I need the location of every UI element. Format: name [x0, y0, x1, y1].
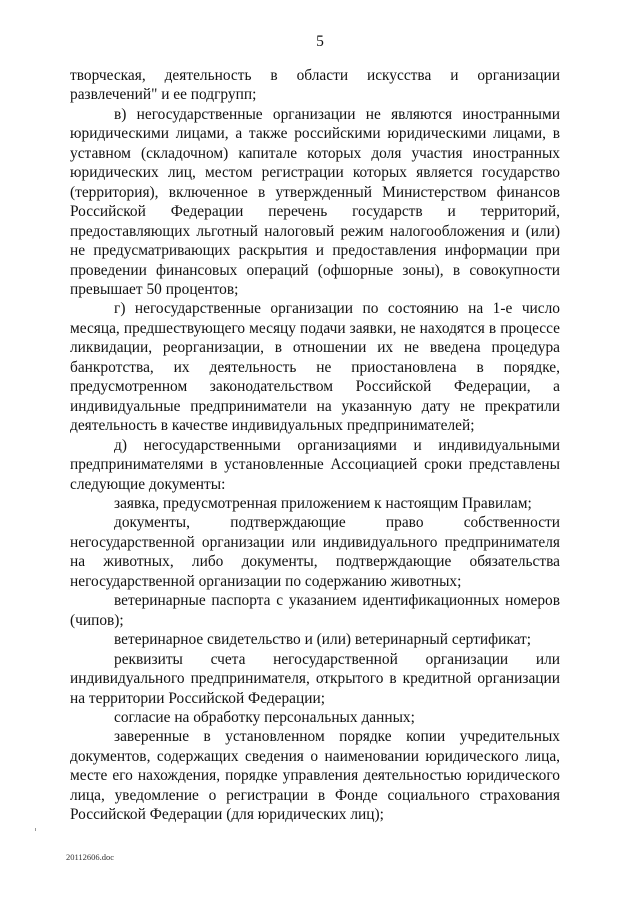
paragraph-continuation: творческая, деятельность в области искусства и организации развлечений" и ее подгрупп; — [70, 67, 560, 104]
margin-mark — [35, 828, 36, 831]
document-list-item: документы, подтверждающие право собственности негосударственной организации или индивидуального предпринимателя на животных, либо документы, подтверждающие обязательства негосударственной организации по содержанию животных; — [70, 514, 560, 590]
paragraph-item-g: г) негосударственные организации по состоянию на 1-е число месяца, предшествующего месяцу подачи заявки, не находятся в процессе ликвидации, реорганизации, в отношении их не введена процедура банкротства, их деятельность не приостановлена в порядке, предусмотренном законодательством Российской Федерации, а индивидуальные предприниматели на указанную дату не прекратили деятельность в качестве индивидуальных предпринимателей; — [70, 300, 560, 435]
document-body — [70, 66, 560, 825]
footer-filename: 20112606.doc — [66, 852, 115, 862]
document-list-item: согласие на обработку персональных данных; — [114, 708, 415, 726]
paragraph-item-v: в) негосударственные организации не являются иностранными юридическими лицами, а также российскими юридическими лицами, в уставном (складочном) капитале которых доля участия иностранных юридических лиц, местом регистрации которых является государство (территория), включенное в утвержденный Министерством финансов Российской Федерации перечень государств и территорий, предоставляющих льготный налоговый режим налогообложения и (или) не предусматривающих раскрытия и предоставления информации при проведении финансовых операций (офшорные зоны), в совокупности превышает 50 процентов; — [70, 105, 560, 298]
document-list-item: заверенные в установленном порядке копии учредительных документов, содержащих сведения о наименовании юридического лица, месте его нахождения, порядке управления деятельностью юридического лица, уведомление о регистрации в Фонде социального страхования Российской Федерации (для юридических лиц); — [70, 728, 560, 824]
page-number: 5 — [316, 33, 324, 50]
document-list-item: ветеринарные паспорта с указанием идентификационных номеров (чипов); — [70, 592, 560, 629]
document-list-item: заявка, предусмотренная приложением к настоящим Правилам; — [114, 494, 532, 512]
document-list-item: ветеринарное свидетельство и (или) ветеринарный сертификат; — [114, 631, 532, 649]
paragraph-item-d: д) негосударственными организациями и индивидуальными предпринимателями в установленные Ассоциацией сроки представлены следующие документы: — [70, 436, 560, 493]
document-list-item: реквизиты счета негосударственной организации или индивидуального предпринимателя, открытого в кредитной организации на территории Российской Федерации; — [70, 650, 560, 707]
